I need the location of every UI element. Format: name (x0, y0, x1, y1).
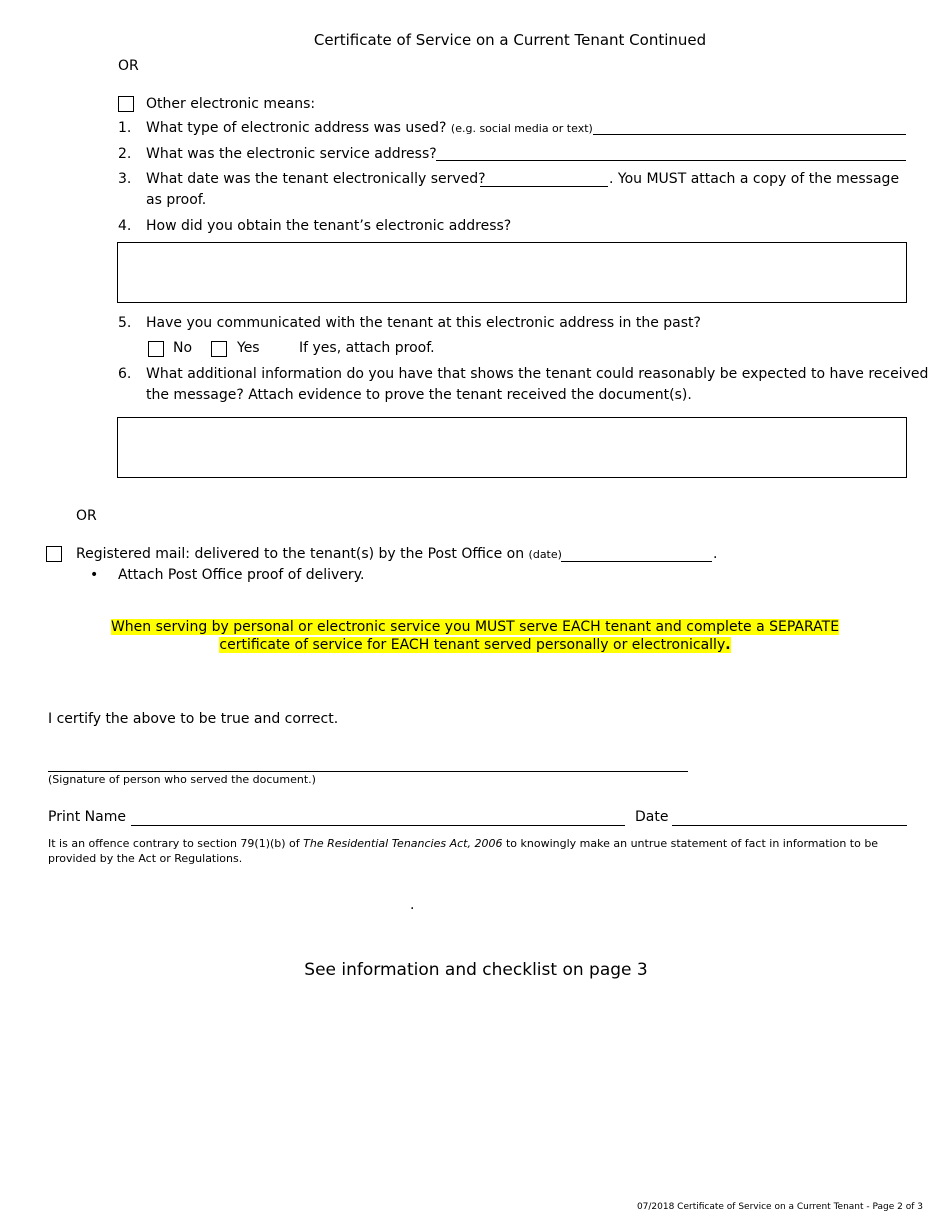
date-label: Date (635, 809, 669, 825)
q4-number: 4. (118, 218, 132, 234)
print-name-label: Print Name (48, 809, 126, 825)
offence-after: to knowingly make an untrue statement of fact in information to be (502, 837, 879, 850)
q6-line1: What additional information do you have that shows the tenant could reasonably be expected to have received (146, 366, 929, 382)
stray-dot: . (410, 897, 415, 913)
registered-mail-text (76, 546, 562, 562)
warning-notice (0, 618, 950, 654)
q5-number: 5. (118, 315, 132, 331)
electronic-served-date-field[interactable] (480, 186, 608, 187)
certify-statement: I certify the above to be true and correct. (48, 711, 339, 727)
registered-mail-period: . (713, 546, 718, 562)
warning-line2: certificate of service for EACH tenant served personally or electronically (219, 637, 726, 653)
registered-date-hint: (date) (528, 548, 562, 561)
communicated-no-label: No (173, 340, 193, 356)
or-separator-2: OR (76, 508, 97, 524)
registered-mail-checkbox[interactable] (46, 546, 62, 562)
electronic-address-type-field[interactable] (593, 134, 906, 135)
registered-mail-label: Registered mail: delivered to the tenant(s) by the Post Office on (76, 546, 525, 562)
warning-line1: When serving by personal or electronic service you MUST serve EACH tenant and complete a SEPARATE (110, 619, 840, 635)
q1-number: 1. (118, 120, 132, 136)
registered-mail-date-field[interactable] (561, 561, 712, 562)
attach-proof-note: If yes, attach proof. (299, 340, 435, 356)
q3-text-cont: as proof. (146, 192, 207, 208)
communicated-yes-checkbox[interactable] (211, 341, 227, 357)
q2-text: What was the electronic service address? (146, 146, 437, 162)
see-info-text: See information and checklist on page 3 (304, 960, 648, 980)
communicated-no-checkbox[interactable] (148, 341, 164, 357)
q5-text: Have you communicated with the tenant at this electronic address in the past? (146, 315, 701, 331)
offence-before: It is an offence contrary to section 79(1)(b) of (48, 837, 304, 850)
page-footer: 07/2018 Certificate of Service on a Current Tenant - Page 2 of 3 (636, 1202, 923, 1212)
q6-number: 6. (118, 366, 132, 382)
q3-text-before: What date was the tenant electronically served? (146, 171, 486, 187)
q1-hint: (e.g. social media or text) (450, 122, 593, 135)
communicated-yes-label: Yes (237, 340, 260, 356)
q4-text: How did you obtain the tenant’s electronic address? (146, 218, 512, 234)
act-name: The Residential Tenancies Act, 2006 (303, 837, 503, 850)
see-info-notice (0, 960, 950, 980)
signature-field[interactable] (48, 771, 688, 772)
print-name-field[interactable] (131, 825, 625, 826)
or-separator-1: OR (118, 58, 139, 74)
bullet-icon: • (90, 567, 99, 583)
signature-caption: (Signature of person who served the document.) (48, 773, 316, 786)
date-field[interactable] (672, 825, 907, 826)
registered-mail-bullet-text: Attach Post Office proof of delivery. (118, 567, 365, 583)
page-title-text: Certificate of Service on a Current Tenant Continued (313, 31, 707, 49)
q6-line2: the message? Attach evidence to prove the tenant received the document(s). (146, 387, 692, 403)
warning-period: . (725, 637, 731, 653)
q1-question: What type of electronic address was used? (146, 120, 447, 136)
electronic-means-checkbox[interactable] (118, 96, 134, 112)
page-title (0, 31, 950, 49)
q3-text-after: . You MUST attach a copy of the message (609, 171, 900, 187)
q3-number: 3. (118, 171, 132, 187)
q2-number: 2. (118, 146, 132, 162)
q1-text (146, 120, 593, 136)
offence-line2: provided by the Act or Regulations. (48, 852, 243, 865)
offence-notice (48, 836, 878, 866)
electronic-means-label: Other electronic means: (146, 96, 316, 112)
address-obtained-textbox[interactable] (117, 242, 907, 303)
additional-info-textbox[interactable] (117, 417, 907, 478)
electronic-service-address-field[interactable] (436, 160, 906, 161)
